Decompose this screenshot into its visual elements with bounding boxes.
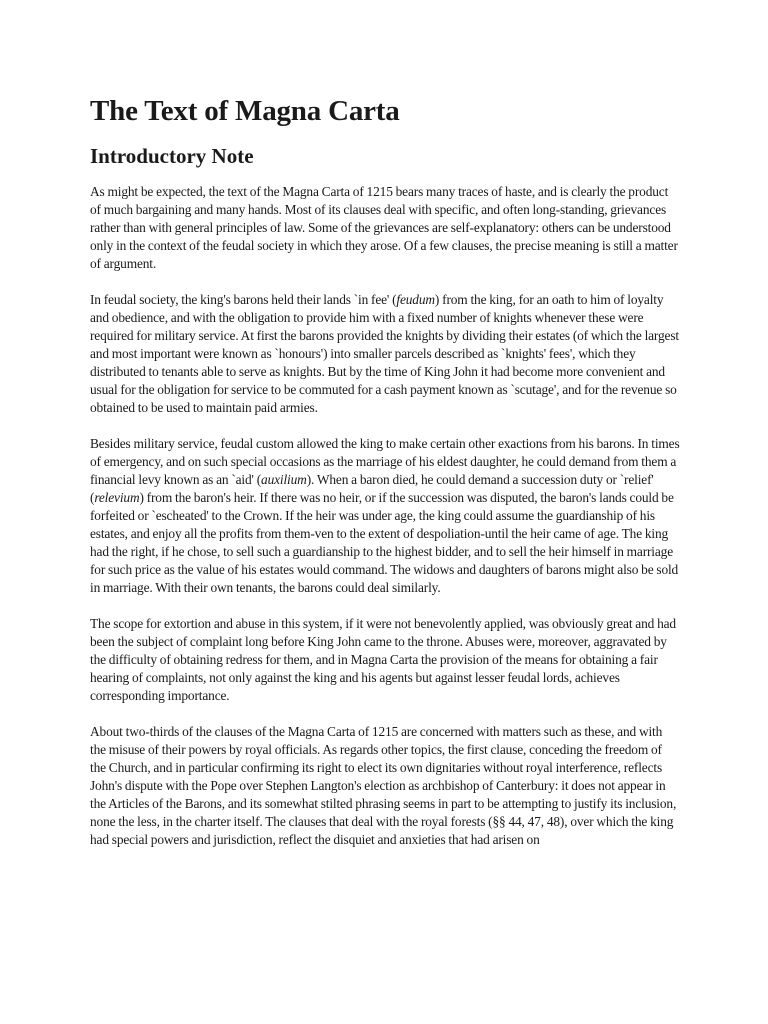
paragraph-text: ) from the baron's heir. If there was no heir, or if the succession was disputed, the baron's lands could be forfeited or `escheated' to the Crown. If the heir was under age, the king could assume the guardianship of his estates, and enjoy all the profits from them-ven to the extent of despoliation-until the heir came of age. The king had the right, if he chose, to sell such a guardianship to the highest bidder, and to sell the heir himself in marriage for such price as the value of his estates would command. The widows and daughters of barons might also be sold in marriage. With their own tenants, the barons could deal similarly. — [90, 490, 679, 595]
document-title: The Text of Magna Carta — [90, 95, 400, 127]
paragraph-text: As might be expected, the text of the Magna Carta of 1215 bears many traces of haste, and is clearly the product of much bargaining and many hands. Most of its clauses deal with specific, and often long-standing, grievances rather than with general principles of law. Some of the grievances are self-explanatory: others can be understood only in the context of the feudal society in which they arose. Of a few clauses, the precise meaning is still a matter of argument. — [90, 184, 678, 271]
paragraph-text: ). When a baron died, he could demand a succession duty or `relief' ( — [90, 472, 654, 505]
body-paragraph — [90, 183, 680, 273]
section-heading: Introductory Note — [90, 144, 254, 168]
paragraph-text: Besides military service, feudal custom allowed the king to make certain other exactions from his barons. In times of emergency, and on such special occasions as the marriage of his eldest daughter, he could demand from them a financial levy known as an `aid' ( — [90, 436, 680, 487]
paragraph-text: In feudal society, the king's barons held their lands `in fee' ( — [90, 292, 397, 307]
document-page — [90, 92, 680, 867]
body-paragraph — [90, 723, 680, 849]
paragraph-text: The scope for extortion and abuse in this system, if it were not benevolently applied, was obviously great and had been the subject of complaint long before King John came to the throne. Abuses were, moreover, aggravated by the difficulty of obtaining redress for them, and in Magna Carta the provision of the means for obtaining a fair hearing of complaints, not only against the king and his agents but against lesser feudal lords, achieves corresponding importance. — [90, 616, 676, 703]
italic-term: auxilium — [261, 472, 307, 487]
italic-term: relevium — [94, 490, 140, 505]
body-paragraph — [90, 435, 680, 597]
document-body — [90, 183, 680, 849]
body-paragraph — [90, 291, 680, 417]
italic-term: feudum — [396, 292, 435, 307]
body-paragraph — [90, 615, 680, 705]
paragraph-text: About two-thirds of the clauses of the Magna Carta of 1215 are concerned with matters such as these, and with the misuse of their powers by royal officials. As regards other topics, the first clause, conceding the freedom of the Church, and in particular confirming its right to elect its own dignitaries without royal interference, reflects John's dispute with the Pope over Stephen Langton's election as archbishop of Canterbury: it does not appear in the Articles of the Barons, and its somewhat stilted phrasing seems in part to be attempting to justify its inclusion, none the less, in the charter itself. The clauses that deal with the royal forests (§§ 44, 47, 48), over which the king had special powers and jurisdiction, reflect the disquiet and anxieties that had arisen on — [90, 724, 677, 847]
paragraph-text: ) from the king, for an oath to him of loyalty and obedience, and with the obligation to provide him with a fixed number of knights whenever these were required for military service. At first the barons provided the knights by dividing their estates (of which the largest and most important were known as `honours') into smaller parcels described as `knights' fees', which they distributed to tenants able to serve as knights. But by the time of King John it had become more convenient and usual for the obligation for service to be commuted for a cash payment known as `scutage', and for the revenue so obtained to be used to maintain paid armies. — [90, 292, 679, 415]
